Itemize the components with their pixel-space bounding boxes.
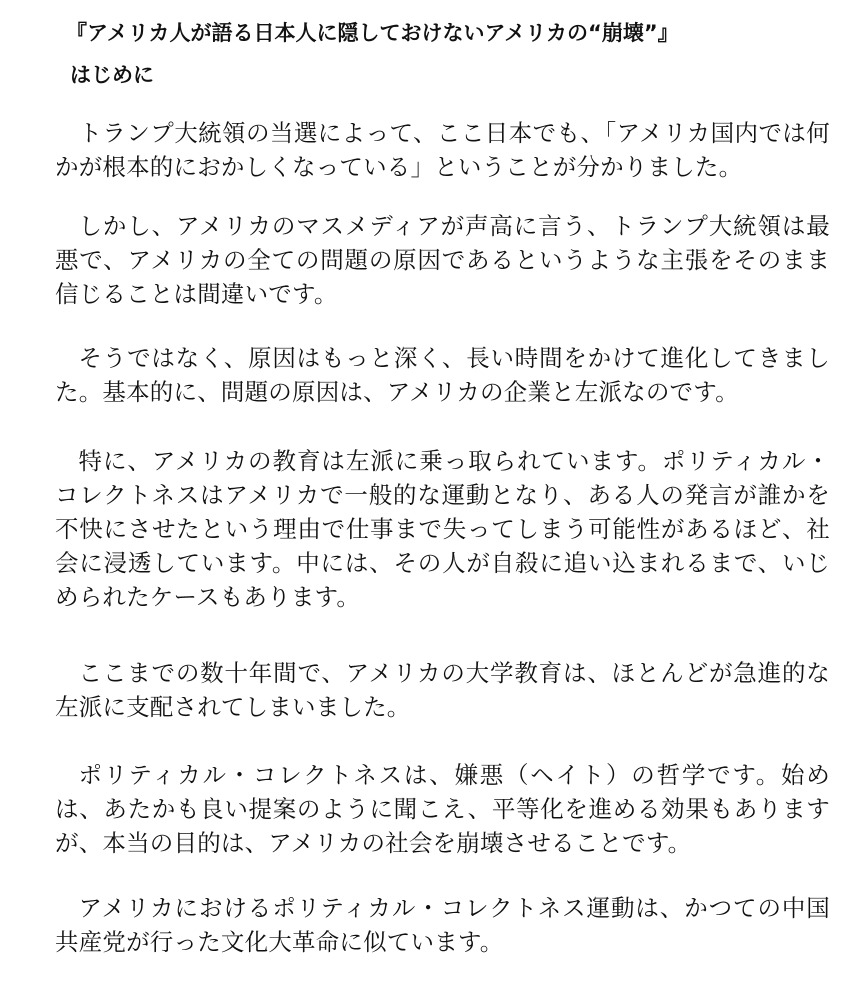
book-title: 『アメリカ人が語る日本人に隠しておけないアメリカの“崩壊”』 bbox=[66, 21, 679, 45]
paragraph-1: トランプ大統領の当選によって、ここ日本でも、「アメリカ国内では何かが根本的におかしくなっている」ということが分かりました。 bbox=[55, 119, 830, 181]
paragraph-2: しかし、アメリカのマスメディアが声高に言う、トランプ大統領は最悪で、アメリカの全ての問題の原因であるというような主張をそのまま信じることは間違いです。 bbox=[55, 212, 830, 308]
paragraph-3: そうではなく、原因はもっと深く、長い時間をかけて進化してきました。基本的に、問題の原因は、アメリカの企業と左派なのです。 bbox=[55, 344, 830, 406]
paragraph-4: 特に、アメリカの教育は左派に乗っ取られています。ポリティカル・コレクトネスはアメリカで一般的な運動となり、ある人の発言が誰かを不快にさせたという理由で仕事まで失ってしまう可能性があるほど、社会に浸透しています。中には、その人が自殺に追い込まれるまで、いじめられたケースもあります。 bbox=[55, 447, 830, 611]
paragraph-6: ポリティカル・コレクトネスは、嫌悪（ヘイト）の哲学です。始めは、あたかも良い提案のように聞こえ、平等化を進める効果もありますが、本当の目的は、アメリカの社会を崩壊させることです。 bbox=[55, 761, 830, 857]
paragraph-7: アメリカにおけるポリティカル・コレクトネス運動は、かつての中国共産党が行った文化大革命に似ています。 bbox=[55, 894, 830, 956]
paragraph-5: ここまでの数十年間で、アメリカの大学教育は、ほとんどが急進的な左派に支配されてしまいました。 bbox=[55, 659, 830, 721]
section-heading: はじめに bbox=[70, 63, 154, 87]
